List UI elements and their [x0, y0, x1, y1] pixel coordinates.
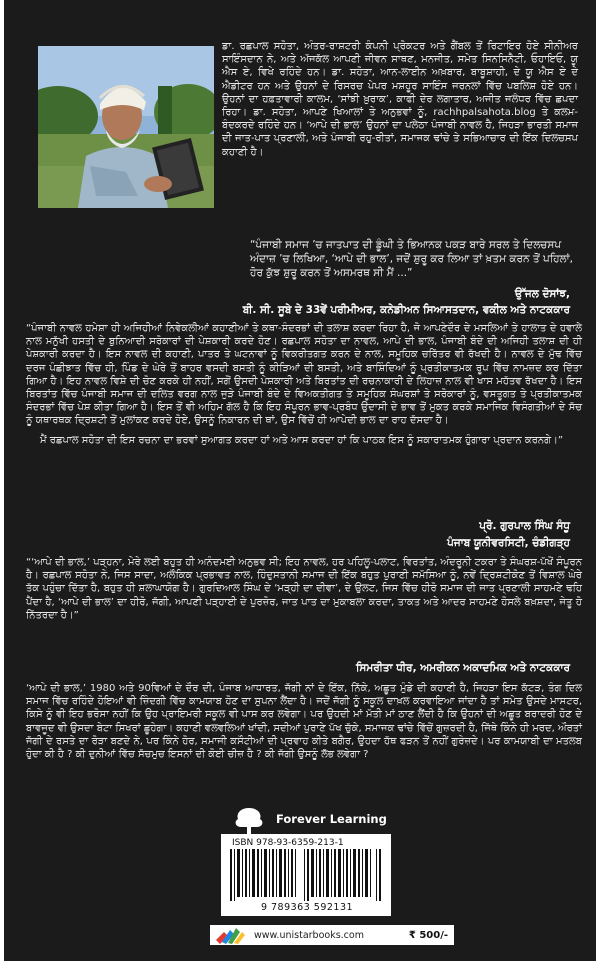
- signature-2-title: ਪੰਜਾਬ ਯੂਨੀਵਰਸਿਟੀ, ਚੰਡੀਗੜ੍ਹ: [447, 537, 570, 549]
- author-photo: [38, 46, 214, 208]
- books-logo-icon: [214, 926, 248, 944]
- review-2-paragraph-2: ਮੈਂ ਰਛਪਾਲ ਸਹੋਤਾ ਦੀ ਇਸ ਰਚਨਾ ਦਾ ਭਰਵਾਂ ਸੁਆਗਤ ਕਰਦਾ ਹਾਂ ਅਤੇ ਆਸ ਕਰਦਾ ਹਾਂ ਕਿ ਪਾਠਕ ਇਸ ਨੂੰ ਸਕਾਰਾਤਮਕ ਹੁੰਗਾਰਾ ਪ੍ਰਦਾਨ ਕਰਨਗੇ।”: [40, 434, 564, 446]
- signature-1-title: ਬੀ. ਸੀ. ਸੂਬੇ ਦੇ 33ਵੇਂ ਪਰੀਮੀਅਰ, ਕਨੇਡੀਅਨ ਸਿਆਸਤਦਾਨ, ਵਕੀਲ ਅਤੇ ਨਾਟਕਕਾਰ: [242, 304, 570, 316]
- barcode: [230, 849, 382, 901]
- signature-3: ਸਿਮਰੀਤਾ ਧੀਰ, ਅਮਰੀਕਨ ਅਕਾਦਮਿਕ ਅਤੇ ਨਾਟਕਕਾਰ: [355, 662, 570, 674]
- publisher-footer: [210, 925, 454, 945]
- signature-2-name: ਪ੍ਰੋ. ਗੁਰਪਾਲ ਸਿੰਘ ਸੰਧੂ: [479, 520, 570, 532]
- barcode-number: 9 789363 592131: [260, 902, 354, 913]
- signature-1-name: ਉੱਜਲ ਦੋਸਾਂਝ,: [514, 288, 570, 300]
- isbn-label: ISBN 978-93-6359-213-1: [232, 838, 344, 848]
- book-blurb: ‘ਆਪੇ ਦੀ ਭਾਲ,’ 1980 ਅਤੇ 90ਵਿਆਂ ਦੇ ਦੌਰ ਦੀ, ਪੰਜਾਬ ਆਧਾਰਤ, ਜੱਗੀ ਨਾਂ ਦੇ ਇੱਕ, ਨਿੱਕੇ, ਅਛੂਤ ਮੁੰਡੇ ਦੀ ਕਹਾਣੀ ਹੈ, ਜਿਹੜਾ ਇਸ ਕੱਟੜ, ਤੰਗ ਦਿਲ ਸਮਾਜ ਵਿੱਚ ਰਹਿੰਦੇ ਹੋਇਆਂ ਵੀ ਜ਼ਿੰਦਗੀ ਵਿੱਚ ਕਾਮਯਾਬ ਹੋਣ ਦਾ ਸੁਪਨਾ ਲੈਂਦਾ ਹੈ। ਜਦੋਂ ਜੱਗੀ ਨੂੰ ਸਕੂਲ ਦਾਖ਼ਲ ਕਰਵਾਇਆ ਜਾਂਦਾ ਹੈ ਤਾਂ ਸਮੇਤ ਉਸਦੇ ਮਾਸਟਰ, ਕਿਸੇ ਨੂੰ ਵੀ ਇਹ ਭਰੋਸਾ ਨਹੀਂ ਕਿ ਉਹ ਪ੍ਰਾਇਮਰੀ ਸਕੂਲ ਵੀ ਪਾਸ ਕਰ ਲਵੇਗਾ। ਪਰ ਉਹਦੀ ਮਾਂ ਮੱਤੀ ਮਾਂ ਠਾਣ ਲੈਂਦੀ ਹੈ ਕਿ ਉਹਨਾਂ ਦੀ ਅਛੂਤ ਬਰਾਦਰੀ ਹੋਣ ਦੇ ਬਾਵਜੂਦ ਵੀ ਉਸਦਾ ਬੇਟਾ ਸਿਖਰਾਂ ਛੂਹੇਗਾ। ਕਹਾਣੀ ਵਲਵਲਿਆਂ ਖਾਂਦੀ, ਸਦੀਆਂ ਪੁਰਾਣੇ ਪੱਖ ਚੁੱਕੇ, ਸਮਾਜਕ ਢਾਂਚੇ ਵਿੱਚੋਂ ਗੁਜ਼ਰਦੀ ਹੈ, ਜਿੱਥੇ ਕਿੰਨੇ ਹੀ ਮਰਦ, ਔਰਤਾਂ ਜੱਗੀ ਦੇ ਰਸਤੇ ਦਾ ਰੋੜਾ ਬਣਦੇ ਨੇ, ਪਰ ਕਿੰਨੇ ਹੋਰ, ਸਮਾਜੀ ਕਸੌਟੀਆਂ ਦੀ ਪ੍ਰਵਾਹ ਕੀਤੇ ਬਗੈਰ, ਉਹਦਾ ਹੱਥ ਫੜਨ ਤੋਂ ਨਹੀਂ ਗੁਰੇਜ਼ਦੇ। ਪਰ ਕਾਮਯਾਬੀ ਦਾ ਮਤਲਬ ਹੁੰਦਾ ਕੀ ਹੈ ? ਕੀ ਦੁਨੀਆਂ ਵਿੱਚ ਸੱਚਮੁਚ ਇਸਨਾਂ ਦੀ ਕੋਈ ਚੀਜ਼ ਹੈ ? ਕੀ ਜੱਗੀ ਉਸਨੂੰ ਲੱਭ ਲਵੇਗਾ ?: [26, 683, 582, 761]
- price: ₹ 500/-: [408, 929, 448, 941]
- review-2-paragraph-1: “ਪੰਜਾਬੀ ਨਾਵਲ ਹਮੇਸ਼ਾ ਹੀ ਅਜਿਹੀਆਂ ਨਿਵੇਕਲੀਆਂ ਕਹਾਣੀਆਂ ਤੇ ਕਥਾ-ਸੰਦਰਭਾਂ ਦੀ ਤਲਾਸ਼ ਕਰਦਾ ਰਿਹਾ ਹੈ, ਜੋ ਆਪਣੇਦੌਰ ਦੇ ਮਸਲਿਆਂ ਤੇ ਹਾਲਾਤ ਦੇ ਹਵਾਲੇ ਨਾਲ ਮਨੁੱਖੀ ਹਸਤੀ ਦੇ ਬੁਨਿਆਦੀ ਸਰੋਕਾਰਾਂ ਦੀ ਪੇਸ਼ਕਾਰੀ ਕਰਦੇ ਹੋਣ। ਰਛਪਾਲ ਸਹੋਤਾ ਦਾ ਨਾਵਲ, ਆਪੇ ਦੀ ਭਾਲ, ਪੰਜਾਬੀ ਬੰਦੇ ਦੀ ਅਜਿਹੀ ਤਲਾਸ਼ ਦੀ ਹੀ ਪੇਸ਼ਕਾਰੀ ਕਰਦਾ ਹੈ। ਇਸ ਨਾਵਲ ਦੀ ਕਹਾਣੀ, ਪਾਤਰ ਤੇ ਘਟਨਾਵਾਂ ਨੂੰ ਵਿਕਰੀਤਗਤ ਕਰਨ ਦੇ ਨਾਲ, ਸਮੂਹਿਕ ਚਰਿੱਤਰ ਵੀ ਰੱਖਦੀ ਹੈ। ਨਾਵਲ ਦੇ ਮੁੱਢ ਵਿੱਚ ਦਰਜ ਪੰਛੀਝਾਤ ਵਿੱਚ ਹੀ, ਪਿੰਡ ਦੇ ਘੇਰੇ ਤੋਂ ਬਾਹਰ ਵਸਦੀ ਬਸਤੀ ਨੂੰ ਕੀੜਿਆਂ ਦੀ ਬਸਤੀ, ਅਤੇ ਬਾਸ਼ਿੰਦਿਆਂ ਨੂੰ ਪ੍ਰਤੀਕਾਤਮਕ ਰੂਪ ਵਿੱਚ ਨਾਮਜ਼ਦ ਕਰ ਦਿੱਤਾ ਗਿਆ ਹੈ। ਇਹ ਨਾਵਲ ਵਿਸ਼ੇ ਦੀ ਚੋਣ ਕਰਕੇ ਹੀ ਨਹੀਂ, ਸਗੋਂ ਉਸਦੀ ਪੇਸ਼ਕਾਰੀ ਅਤੇ ਬਿਰਤਾਂਤ ਦੀ ਰਚਨਾਕਾਰੀ ਦੇ ਲਿਹਾਜ਼ ਨਾਲ ਵੀ ਖਾਸ ਮਹੱਤਵ ਰੱਖਦਾ ਹੈ। ਇਸ ਬਿਰਤਾਂਤ ਵਿੱਚ ਪੰਜਾਬੀ ਸਮਾਜ ਦੀ ਦਲਿਤ ਵਰਗ ਨਾਲ ਜੁੜੇ ਪੰਜਾਬੀ ਬੰਦੇ ਦੇ ਵਿਅਕਤੀਗਤ ਤੇ ਸਮੂਹਿਕ ਸੰਘਰਸ਼ਾਂ ਤੇ ਸਰੋਕਾਰਾਂ ਨੂੰ, ਵਸਤੂਗਤ ਤੇ ਪ੍ਰਤੀਕਾਤਮਕ ਸੰਦਰਭਾਂ ਵਿੱਚ ਪੇਸ਼ ਕੀਤਾ ਗਿਆ ਹੈ। ਇਸ ਤੋਂ ਵੀ ਅਹਿਮ ਗੱਲ ਹੈ ਕਿ ਇਹ ਸੰਪੂਰਨ ਭਾਵ-ਪ੍ਰਬੰਧ ਉਦਾਸੀ ਦੇ ਭਾਵ ਤੋਂ ਮੁਕਤ ਕਰਕੇ ਸਮਾਜਿਕ ਵਿਸੰਗਤੀਆਂ ਦੇ ਸੱਚ ਨੂੰ ਯਥਾਰਥਕ ਦ੍ਰਿਸ਼ਟੀ ਤੋਂ ਮੁਲਾਂਕਣ ਕਰਦੇ ਹੋਏ, ਉਸਨੂੰ ਨਿਕਾਰਨ ਦੀ ਥਾਂ, ਉਸ ਵਿੱਚੋਂ ਹੀ ਆਪੇਦੀ ਭਾਲ ਦਾ ਰਾਹ ਦੱਸਦਾ ਹੈ।: [26, 323, 582, 427]
- quote-1: “ਪੰਜਾਬੀ ਸਮਾਜ ’ਚ ਜਾਤਪਾਤ ਦੀ ਡੂੰਘੀ ਤੇ ਭਿਆਨਕ ਪਕੜ ਬਾਰੇ ਸਰਲ ਤੇ ਦਿਲਚਸਪ ਅੰਦਾਜ਼ ’ਚ ਲਿਖਿਆ, ‘ਆਪੇ ਦੀ ਭਾਲ’, ਜਦੋਂ ਸ਼ੁਰੂ ਕਰ ਲਿਆ ਤਾਂ ਖ਼ਤਮ ਕਰਨ ਤੋਂ ਪਹਿਲਾਂ, ਹੋਰ ਕੁੱਝ ਸ਼ੁਰੂ ਕਰਨ ਤੋਂ ਅਸਮਰਥ ਸੀ ਮੈਂ ...”: [250, 239, 573, 279]
- review-2: [26, 322, 582, 453]
- publisher-url[interactable]: www.unistarbooks.com: [254, 929, 364, 941]
- publisher-name: Forever Learning: [276, 812, 387, 826]
- author-bio: ਡਾ. ਰਛਪਾਲ ਸਹੋਤਾ, ਅੰਤਰ-ਰਾਸ਼ਟਰੀ ਕੰਪਨੀ ਪ੍ਰੋਕਟਰ ਅਤੇ ਗੈਂਬਲ ਤੋਂ ਰਿਟਾਇਰ ਹੋਏ ਸੀਨੀਅਰ ਸਾਇੰਸਦਾਨ ਨੇ, ਅਤੇ ਅੱਜਕੱਲ ਆਪਣੀ ਜੀਵਨ ਸਾਥਣ, ਮਨਜੀਤ, ਸਮੇਤ ਸਿਨਸਿਨੈਟੀ, ਓਹਾਇਓ, ਯੂ ਐਸ ਏ, ਵਿਖੇ ਰਹਿੰਦੇ ਹਨ। ਡਾ. ਸਹੋਤਾ, ਆਨ-ਲਾਈਨ ਅਖ਼ਬਾਰ, ਬਾਬੂਸ਼ਾਹੀ, ਦੇ ਯੂ ਐਸ ਏ ਦੇ ਐਡੀਟਰ ਹਨ ਅਤੇ ਉਹਨਾਂ ਦੇ ਰਿਸਰਚ ਪੇਪਰ ਮਸ਼ਹੂਰ ਸਾਇੰਸ ਜਰਨਲਾਂ ਵਿੱਚ ਪਬਲਿਸ਼ ਹੋਏ ਹਨ। ਉਹਨਾਂ ਦਾ ਹਫ਼ਤਾਵਾਰੀ ਕਾਲਮ, ‘ਸਾਂਝੀ ਖ਼ੁਰਾਕ’, ਕਾਫੀ ਦੇਰ ਲਗਾਤਾਰ, ਅਜੀਤ ਜਲੰਧਰ ਵਿੱਚ ਛਪਦਾ ਰਿਹਾ। ਡਾ. ਸਹੋਤਾ, ਆਪਣੇ ਖਿਆਲਾਂ ਤੇ ਅਨੁਭਵਾਂ ਨੂੰ, rachhpalsahota.blog ਤੇ ਕਲਮ-ਬੰਦਕਰਦੇ ਰਹਿੰਦੇ ਹਨ। ‘ਆਪੇ ਦੀ ਭਾਲ’ ਉਹਨਾਂ ਦਾ ਪਲੇਠਾ ਪੰਜਾਬੀ ਨਾਵਲ ਹੈ, ਜਿਹੜਾ ਭਾਰਤੀ ਸਮਾਜ ਦੀ ਜਾਤ-ਪਾਤ ਪ੍ਰਣਾਲੀ, ਅਤੇ ਪੰਜਾਬੀ ਰਹੁ-ਰੀਤਾਂ, ਸਮਾਜਕ ਢਾਂਚੇ ਤੇ ਸਭਿਆਚਾਰ ਦੀ ਇੱਕ ਦਿਲਚਸਪ ਕਹਾਣੀ ਹੈ।: [222, 41, 578, 158]
- review-3: “‘ਆਪੇ ਦੀ ਭਾਲ,’ ਪੜ੍ਹਨਾ, ਮੇਰੇ ਲਈ ਬਹੁਤ ਹੀ ਅਨੰਦਮਈ ਅਨੁਭਵ ਸੀ; ਇਹ ਨਾਵਲ, ਹਰ ਪਹਿਲੂ-ਪਲਾਟ, ਵਿਰਤਾਂਤ, ਅੰਦਰੂਨੀ ਟਕਰਾ ਤੇ ਸੰਘਰਸ਼-ਪੱਖੋਂ ਸੰਪੂਰਨ ਹੈ। ਰਛਪਾਲ ਸਹੋਤਾ ਨੇ, ਜਿਸ ਸਾਦਾ, ਅਲੌਕਿਕ ਪ੍ਰਭਾਵਤ ਨਾਲ, ਹਿੰਦੁਸਤਾਨੀ ਸਮਾਜ ਦੀ ਇੱਕ ਬਹੁਤ ਪੁਰਾਣੀ ਸਮੱਸਿਆ ਨੂੰ, ਨਵੇਂ ਦ੍ਰਿਸ਼ਟੀਕੋਣ ਤੋਂ ਵਿਸ਼ਾਲ ਘੇਰੇ ਤੱਕ ਪਹੁੰਚਾ ਦਿੱਤਾ ਹੈ, ਬਹੁਤ ਹੀ ਸ਼ਲਾਘਾਯੋਗ ਹੈ। ਗੁਰਦਿਆਲ ਸਿੰਘ ਦੇ ‘ਮੜ੍ਹੀ ਦਾ ਦੀਵਾ’, ਦੇ ਉਲਟ, ਜਿਸ ਵਿੱਚ ਹੀਰੋ ਸਮਾਜ ਦੀ ਜਾਤ ਪ੍ਰਣਾਲੀ ਸਾਹਮਣੇ ਢਹਿ ਪੈਂਦਾ ਹੈ, ‘ਆਪੇ ਦੀ ਭਾਲ’ ਦਾ ਹੀਰੋ, ਜੱਗੀ, ਆਪਣੀ ਪੜ੍ਹਾਈ ਦੇ ਪੁਰਜ਼ੋਰ, ਜਾਤ ਪਾਤ ਦਾ ਮੁਕਾਬਲਾ ਕਰਦਾ, ਤਾਕਤ ਅਤੇ ਆਦਰ ਸਾਹਮਣੇ ਹੋਸਲੇ ਬਖ਼ਸ਼ਦਾ, ਜੇਤੂ ਹੋ ਨਿੱਤਰਦਾ ਹੈ।”: [26, 557, 582, 621]
